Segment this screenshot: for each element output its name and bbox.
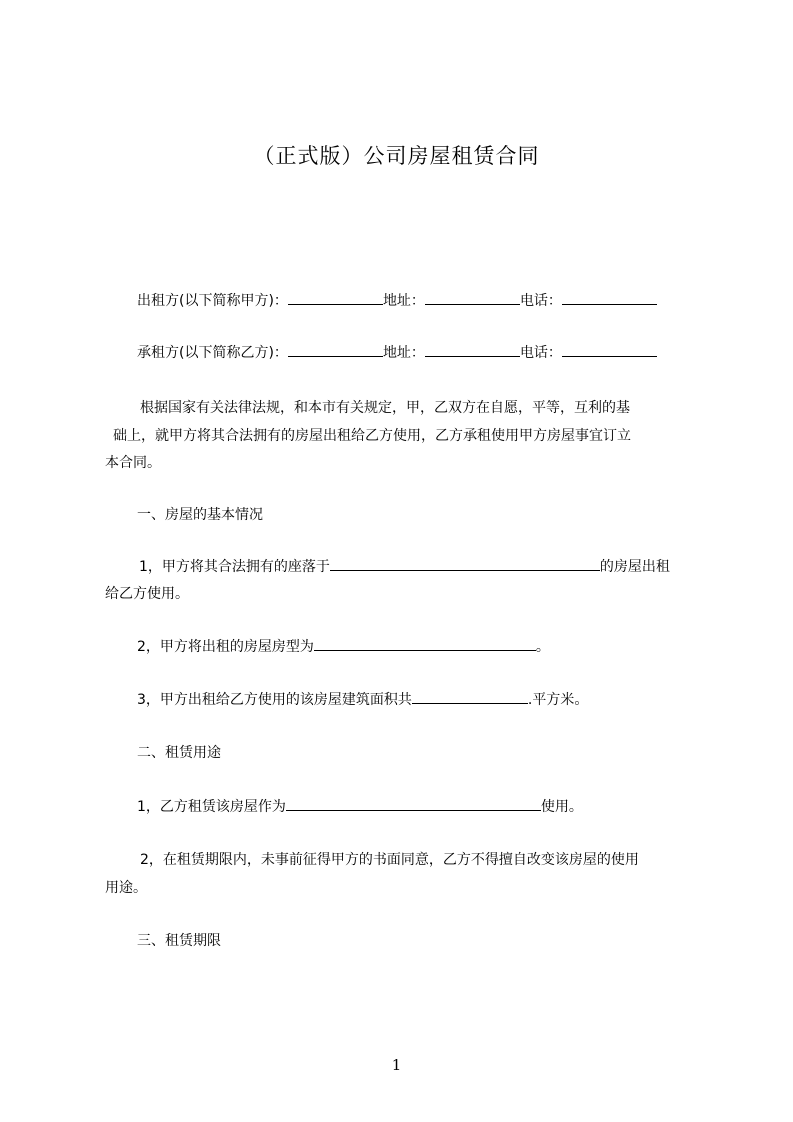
purpose-blank bbox=[286, 796, 541, 811]
item-1-2-prefix: 2，甲方将出租的房屋房型为 bbox=[137, 639, 314, 655]
section-2-item-2-line-1: 2，在租赁期限内，未事前征得甲方的书面同意，乙方不得擅自改变该房屋的使用 bbox=[140, 852, 639, 868]
item-2-1-suffix: 使用。 bbox=[540, 799, 583, 815]
location-blank bbox=[330, 556, 600, 571]
preamble-line-1: 根据国家有关法律法规，和本市有关规定，甲，乙双方在自愿，平等，互利的基 bbox=[140, 400, 630, 416]
item-1-3-suffix: .平方米。 bbox=[527, 692, 589, 708]
section-1-item-1 bbox=[139, 556, 670, 578]
item-2-1-prefix: 1，乙方租赁该房屋作为 bbox=[137, 799, 286, 815]
item-1-3-prefix: 3，甲方出租给乙方使用的该房屋建筑面积共 bbox=[137, 692, 412, 708]
section-1-item-1-line-2: 给乙方使用。 bbox=[105, 586, 189, 602]
lessee-label: 承租方(以下简称乙方)： bbox=[137, 345, 288, 361]
lessee-phone-label: 电话： bbox=[519, 345, 562, 361]
item-1-1-prefix: 1，甲方将其合法拥有的座落于 bbox=[139, 559, 330, 575]
section-1-item-3 bbox=[137, 689, 588, 711]
lessee-name-blank bbox=[288, 342, 383, 357]
section-2-item-1 bbox=[137, 796, 583, 818]
document-title: （正式版）公司房屋租赁合同 bbox=[253, 144, 540, 168]
preamble-line-2: 础上，就甲方将其合法拥有的房屋出租给乙方使用，乙方承租使用甲方房屋事宜订立 bbox=[113, 428, 631, 444]
section-2-heading: 二、租赁用途 bbox=[137, 745, 221, 761]
lessee-info-line bbox=[137, 342, 657, 364]
lessee-address-blank bbox=[425, 342, 520, 357]
area-blank bbox=[412, 689, 528, 704]
lessor-address-blank bbox=[425, 290, 520, 305]
lessor-address-label: 地址： bbox=[382, 293, 425, 309]
lessor-label: 出租方(以下简称甲方)： bbox=[137, 293, 288, 309]
preamble-line-3: 本合同。 bbox=[105, 455, 161, 471]
item-1-2-suffix: 。 bbox=[535, 639, 550, 655]
lessor-info-line bbox=[137, 290, 657, 312]
section-2-item-2-line-2: 用途。 bbox=[105, 880, 147, 896]
page-number: 1 bbox=[391, 1056, 402, 1074]
lessee-phone-blank bbox=[562, 342, 657, 357]
lessor-phone-label: 电话： bbox=[519, 293, 562, 309]
lessor-phone-blank bbox=[562, 290, 657, 305]
section-1-item-2 bbox=[137, 636, 550, 658]
house-type-blank bbox=[314, 636, 536, 651]
lessor-name-blank bbox=[288, 290, 383, 305]
item-1-1-suffix: 的房屋出租 bbox=[599, 559, 670, 575]
section-1-heading: 一、房屋的基本情况 bbox=[137, 507, 263, 523]
lessee-address-label: 地址： bbox=[382, 345, 425, 361]
section-3-heading: 三、租赁期限 bbox=[137, 933, 221, 949]
